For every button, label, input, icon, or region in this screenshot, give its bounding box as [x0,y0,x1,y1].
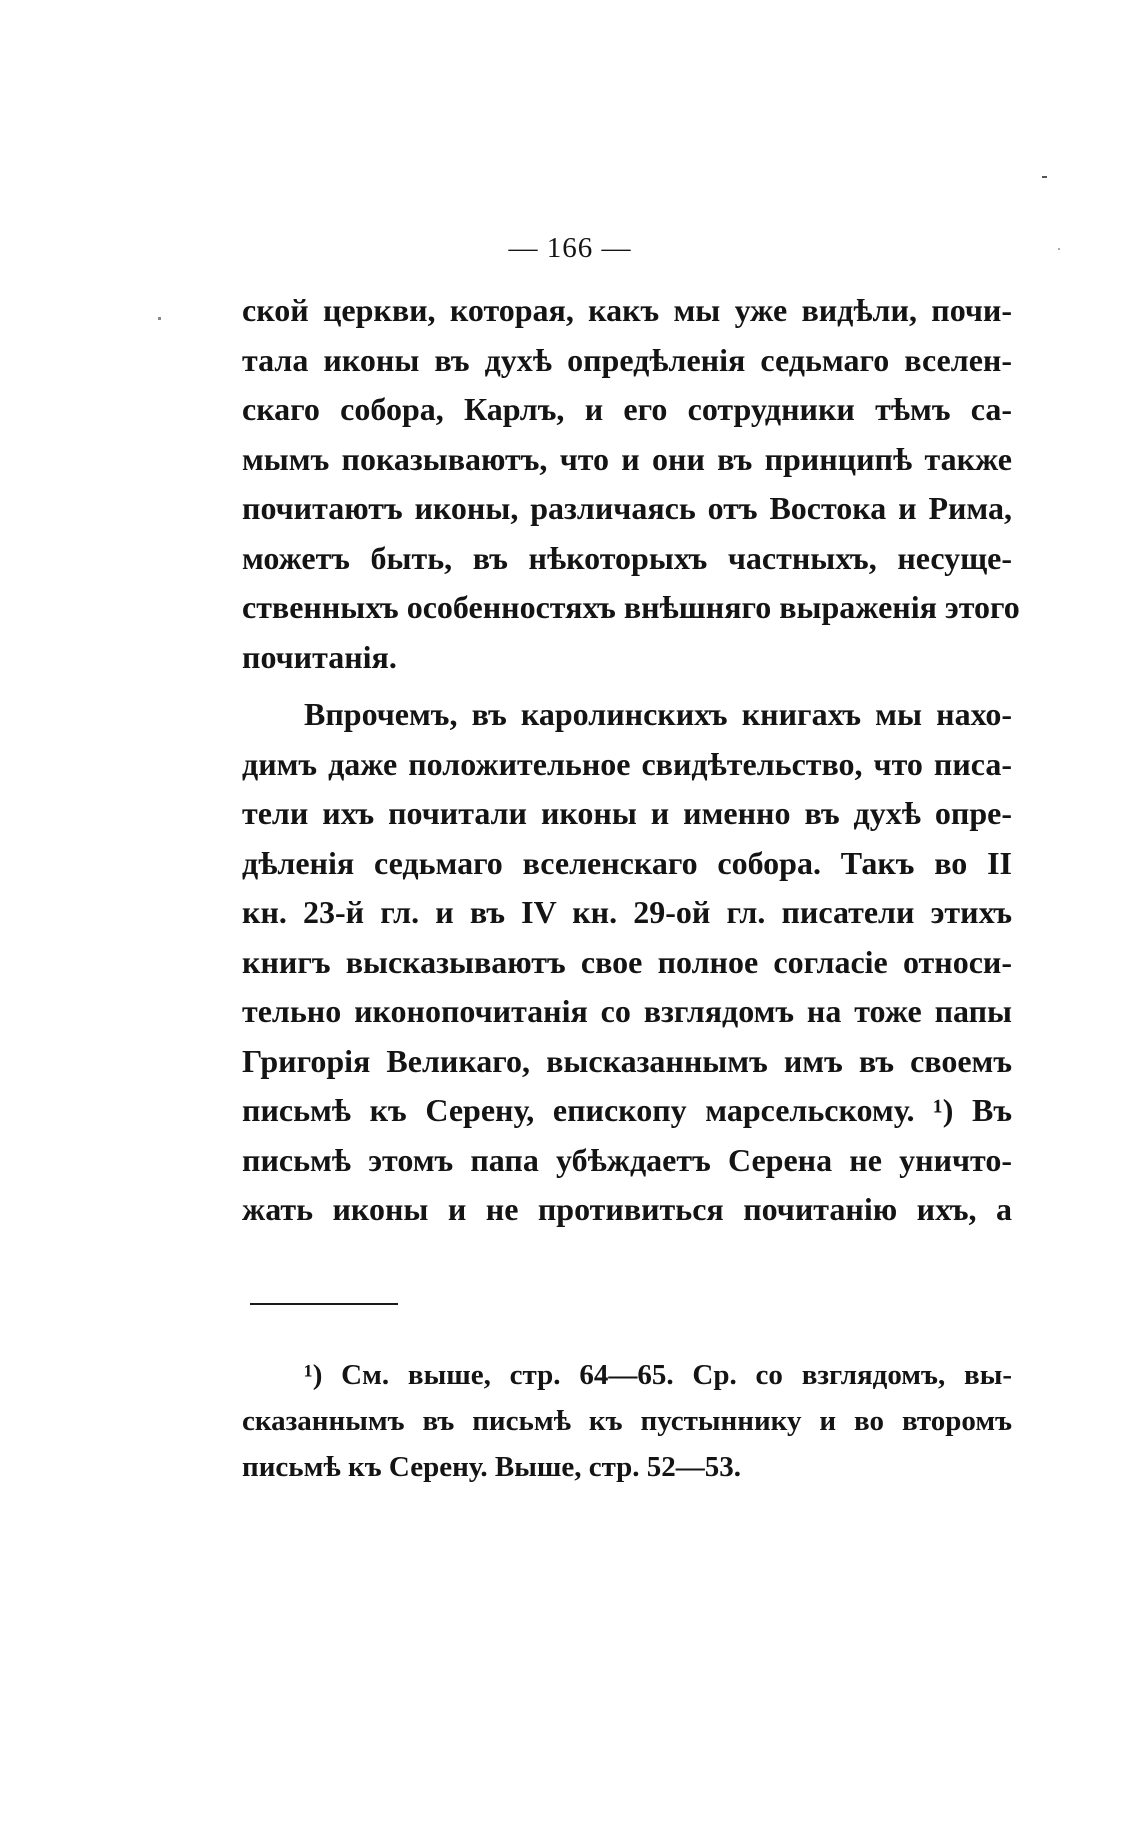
text-line: димъ даже положительное свидѣтельство, что писа- [242,745,1012,782]
text-line: почитаютъ иконы, различаясь отъ Востока и Рима, [242,490,1012,526]
paragraph [242,690,1012,1235]
page-number: — 166 — [508,232,632,264]
text-line: тала иконы въ духѣ опредѣленія седьмаго вселен- [242,341,1012,378]
footnote [242,1352,1012,1490]
text-line: скаго собора, Карлъ, и его сотрудники тѣмъ са- [242,391,1012,427]
text-line: ственныхъ особенностяхъ внѣшняго выраженія этого [242,589,1020,625]
footnotes [242,1352,1012,1490]
text-line: письмѣ этомъ папа убѣждаетъ Серена не уничто- [242,1141,1012,1178]
footnote-line: письмѣ къ Серену. Выше, стр. 52—53. [242,1451,742,1483]
scan-speck [1058,248,1060,250]
text-line: жать иконы и не противиться почитанію ихъ, а [242,1191,1012,1227]
text-line: Григорія Великаго, высказаннымъ имъ въ своемъ [242,1042,1012,1079]
text-line: кн. 23-й гл. и въ IV кн. 29-ой гл. писатели этихъ [242,894,1012,930]
text-line: Впрочемъ, въ каролинскихъ книгахъ мы нахо- [304,696,1012,732]
text-line: почитанія. [242,638,397,675]
text-line: тельно иконопочитанія со взглядомъ на тоже папы [242,993,1012,1029]
text-line: можетъ быть, въ нѣкоторыхъ частныхъ, несуще- [242,539,1012,576]
scan-speck [158,317,161,320]
text-line: тели ихъ почитали иконы и именно въ духѣ опре- [242,795,1012,831]
footnote-line: сказаннымъ въ письмѣ къ пустыннику и во второмъ [242,1405,1012,1437]
footnote-separator [250,1303,398,1305]
paragraph [242,286,1020,682]
text-line: ской церкви, которая, какъ мы уже видѣли, почи- [242,292,1012,328]
text-line: мымъ показываютъ, что и они въ принципѣ также [242,440,1012,477]
text-line: дѣленія седьмаго вселенскаго собора. Такъ во II [242,844,1012,881]
text-line: письмѣ къ Серену, епископу марсельскому. ¹) Въ [242,1092,1012,1128]
footnote-line: ¹) См. выше, стр. 64—65. Ср. со взглядомъ, вы- [304,1359,1012,1391]
main-text [242,286,1020,1235]
text-line: книгъ высказываютъ свое полное согласіе относи- [242,943,1012,980]
scan-speck [1042,176,1047,178]
